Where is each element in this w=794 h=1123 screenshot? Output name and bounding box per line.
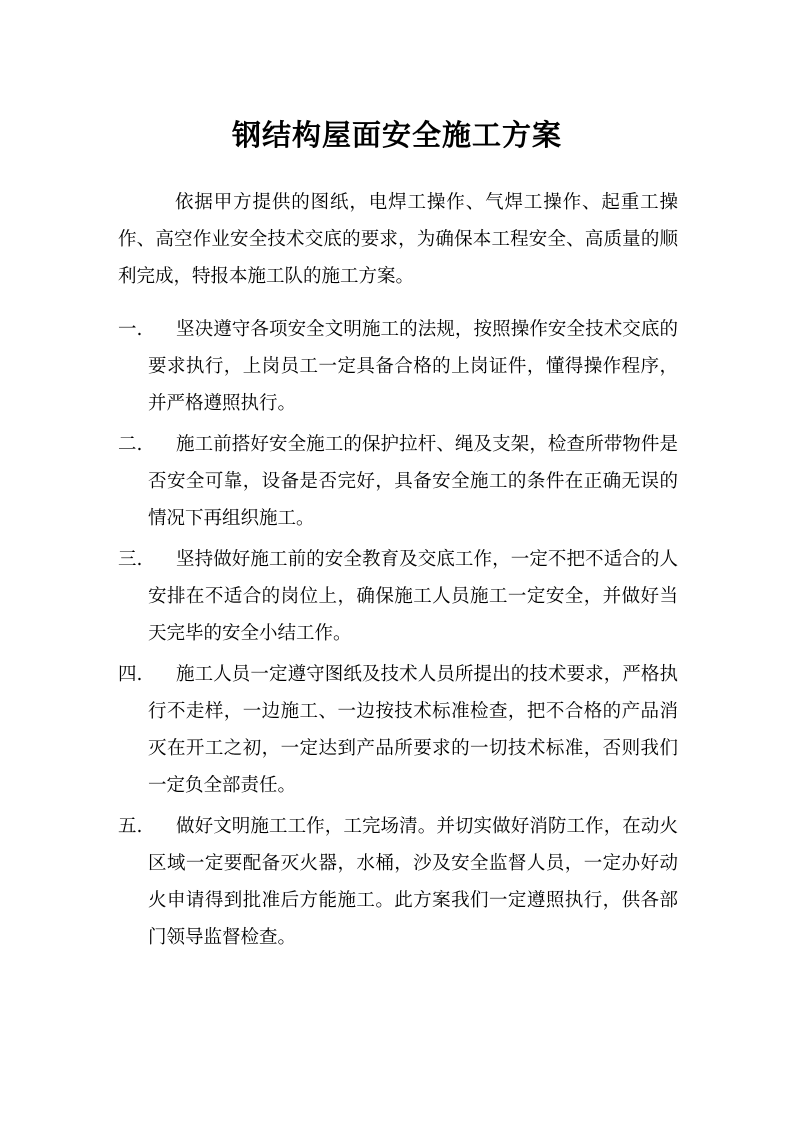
- clause-text: 施工人员一定遵守图纸及技术人员所提出的技术要求，严格执行不走样，一边施工、一边按技术标准检查，把不合格的产品消灭在开工之初，一定达到产品所要求的一切技术标准，否则我们一定负全部责任。: [148, 664, 678, 796]
- clause-text: 施工前搭好安全施工的保护拉杆、绳及支架，检查所带物件是否安全可靠，设备是否完好，具备安全施工的条件在正确无误的情况下再组织施工。: [148, 434, 678, 529]
- clause-number: 二.: [118, 434, 143, 455]
- document-title: 钢结构屋面安全施工方案: [231, 118, 562, 153]
- clause-number: 一.: [118, 319, 143, 340]
- clause-number: 四.: [118, 664, 143, 685]
- clause-item-4: [118, 656, 678, 804]
- intro-paragraph: 依据甲方提供的图纸，电焊工操作、气焊工操作、起重工操作、高空作业安全技术交底的要求，为确保本工程安全、高质量的顺利完成，特报本施工队的施工方案。: [118, 192, 678, 287]
- clause-list: [118, 311, 678, 960]
- clause-item-5: [118, 808, 678, 956]
- clause-text: 坚持做好施工前的安全教育及交底工作，一定不把不适合的人安排在不适合的岗位上，确保施工人员施工一定安全，并做好当天完毕的安全小结工作。: [148, 549, 678, 644]
- clause-item-1: [118, 311, 678, 422]
- clause-text: 做好文明施工工作，工完场清。并切实做好消防工作，在动火区域一定要配备灭火器，水桶，沙及安全监督人员，一定办好动火申请得到批准后方能施工。此方案我们一定遵照执行，供各部门领导监督检查。: [148, 816, 678, 948]
- clause-item-3: [118, 541, 678, 652]
- clause-item-2: [118, 426, 678, 537]
- clause-number: 五.: [118, 816, 143, 837]
- clause-text: 坚决遵守各项安全文明施工的法规，按照操作安全技术交底的要求执行，上岗员工一定具备合格的上岗证件，懂得操作程序，并严格遵照执行。: [148, 319, 678, 414]
- clause-number: 三.: [118, 549, 143, 570]
